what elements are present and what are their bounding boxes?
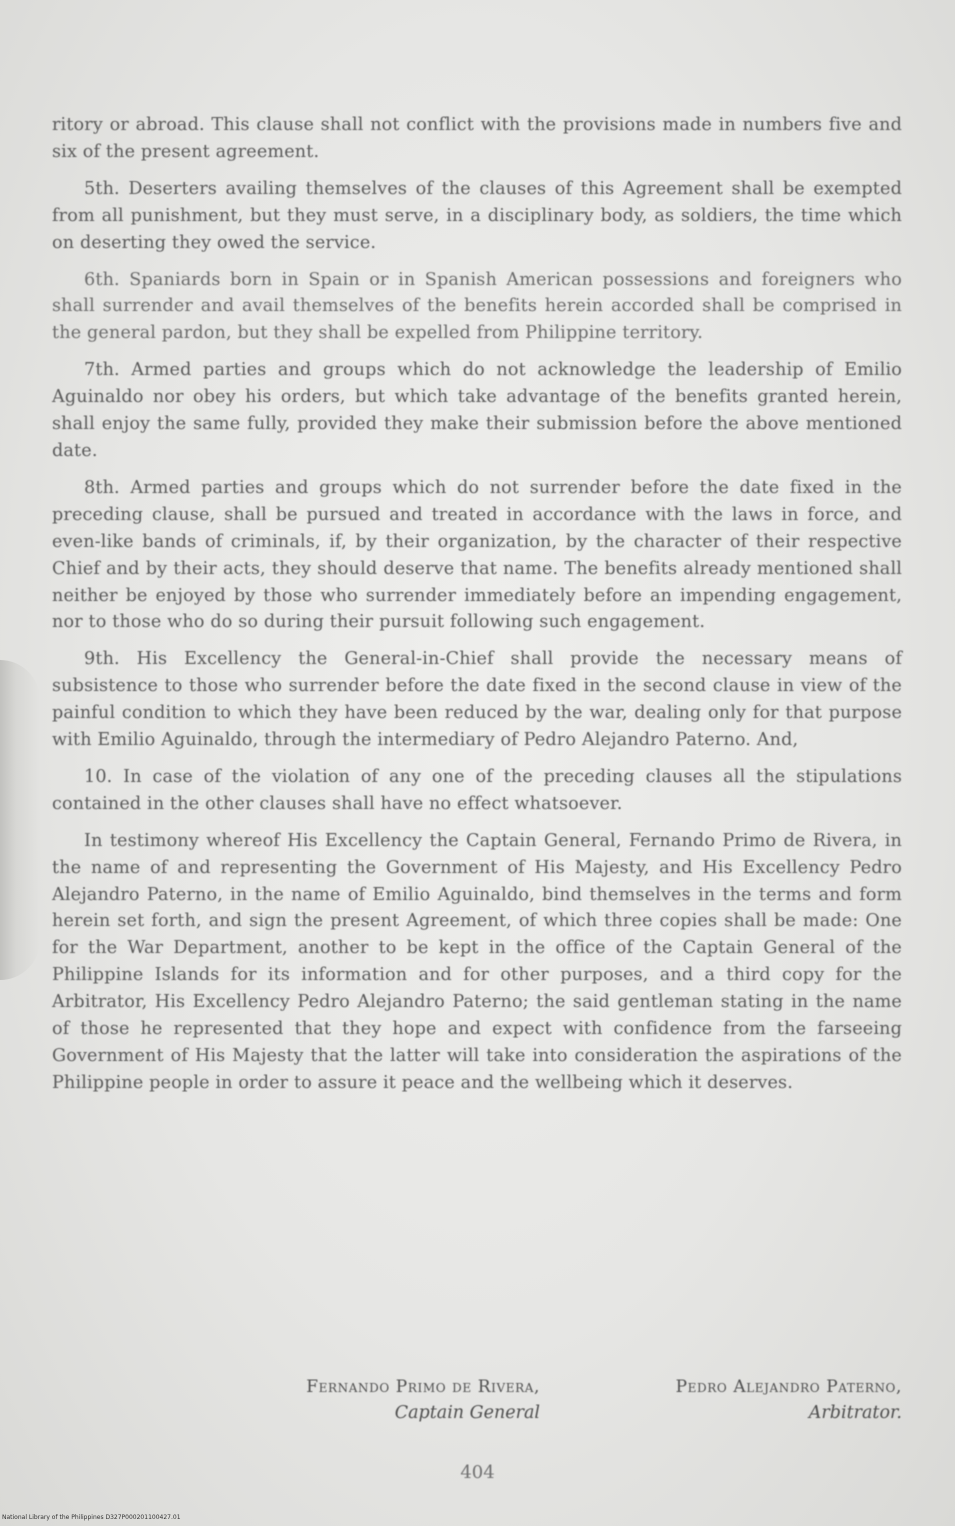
paragraph-clause-5: 5th. Deserters availing themselves of the clauses of this Agreement shall be exempted from all punishment, but they must serve, in a disciplinary body, as soldiers, the time which on deserting they owed the service.	[52, 178, 902, 253]
paragraph-clause-8: 8th. Armed parties and groups which do not surrender before the date fixed in the preceding clause, shall be pursued and treated in accordance with the laws in force, and even-like bands of criminals, if, by their organization, by the character of their respective Chief and by their acts, they should deserve that name. The benefits already mentioned shall neither be enjoyed by those who surrender immediately before an impending engagement, nor to those who do so during their pursuit following such engagement.	[52, 477, 902, 633]
agreement-text	[52, 112, 902, 1107]
signatory-name: Pedro Alejandro Paterno,	[675, 1377, 902, 1397]
signatory-title: Arbitrator.	[808, 1403, 902, 1423]
paragraph-clause-10: 10. In case of the violation of any one of the preceding clauses all the stipulations contained in the other clauses shall have no effect whatsoever.	[52, 766, 902, 814]
page-edge-shadow	[0, 660, 40, 980]
signatory-name: Fernando Primo de Rivera,	[306, 1377, 540, 1397]
paragraph-continued: ritory or abroad. This clause shall not conflict with the provisions made in numbers five and six of the present agreement.	[52, 115, 902, 162]
paragraph-testimony: In testimony whereof His Excellency the Captain General, Fernando Primo de Rivera, in the name of and representing the Government of His Majesty, and His Excellency Pedro Alejandro Paterno, in the name of Emilio Aguinaldo, bind themselves in the terms and form herein set forth, and sign the present Agreement, of which three copies shall be made: One for the War Department, another to be kept in the office of the Captain General of the Philippine Islands for its information and for other purposes, and a third copy for the Arbitrator, His Excellency Pedro Alejandro Paterno; the said gentleman stating in the name of those he represented that they hope and expect with confidence from the farseeing Government of His Majesty that the latter will take into consideration the aspirations of the Philippine people in order to assure it peace and the wellbeing which it deserves.	[52, 830, 902, 1093]
signature-arbitrator	[572, 1374, 902, 1426]
paragraph-clause-9: 9th. His Excellency the General-in-Chief shall provide the necessary means of subsistence to those who surrender before the date fixed in the second clause in view of the painful condition to which they have been reduced by the war, dealing only for that purpose with Emilio Aguinaldo, through the intermediary of Pedro Alejandro Paterno. And,	[52, 649, 902, 751]
signature-captain-general	[140, 1374, 540, 1426]
signatory-title: Captain General	[394, 1403, 540, 1423]
signature-block	[52, 1374, 902, 1438]
archive-credit: National Library of the Philippines D327P000201100427.01	[2, 1514, 181, 1521]
page-number: 404	[460, 1462, 495, 1483]
paragraph-clause-7: 7th. Armed parties and groups which do not acknowledge the leadership of Emilio Aguinaldo nor obey his orders, but which take advantage of the benefits granted herein, shall enjoy the same fully, provided they make their submission before the above mentioned date.	[52, 360, 902, 461]
paragraph-clause-6: 6th. Spaniards born in Spain or in Spanish American possessions and foreigners who shall surrender and avail themselves of the benefits herein accorded shall be comprised in the general pardon, but they shall be expelled from Philippine territory.	[52, 269, 902, 344]
